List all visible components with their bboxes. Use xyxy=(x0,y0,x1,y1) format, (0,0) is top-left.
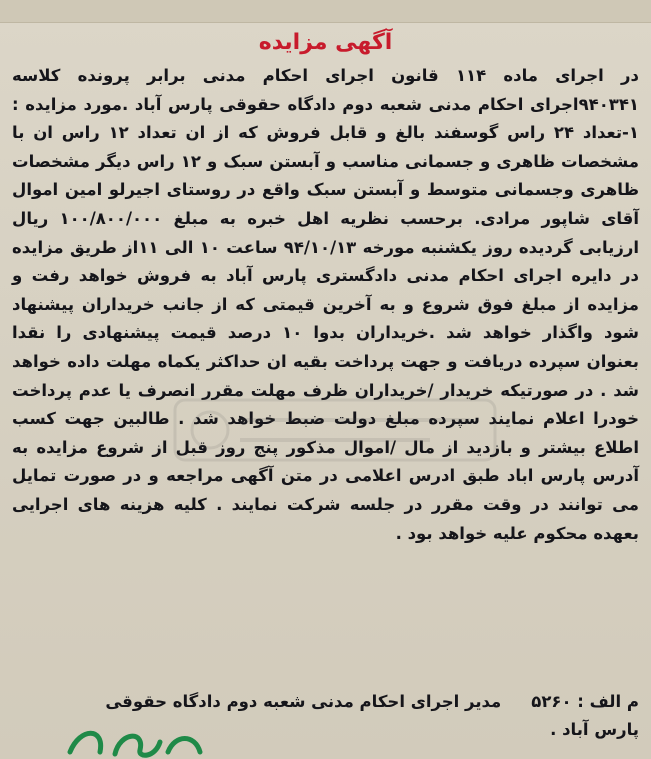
notice-body: در اجرای ماده ۱۱۴ قانون اجرای احکام مدنی برابر پرونده کلاسه ۹۴۰۳۴۱اجرای احکام مدنی شعبه دوم دادگاه حقوقی پارس آباد .مورد مزایده : ۱-تعداد ۲۴ راس گوسفند بالغ و قابل فروش که از ان تعداد ۱۲ راس ان با مشخصات ظاهری و جسمانی مناسب و آبستن سبک و ۱۲ راس دیگر مشخصات ظاهری وجسمانی متوسط و آبستن سبک واقع در روستای اجیرلو امین اموال آقای شاپور مرادی. برحسب نظریه اهل خبره به مبلغ ۱۰۰/۸۰۰/۰۰۰ ریال ارزیابی گردیده روز یکشنبه مورخه ۹۴/۱۰/۱۳ ساعت ۱۰ الی ۱۱از طریق مزایده در دایره اجرای احکام مدنی دادگستری پارس آباد به فروش خواهد رفت و مزایده از مبلغ فوق شروع و به آخرین قیمتی که از جانب خریداران پیشنهاد شود واگذار خواهد شد .خریداران بدوا ۱۰ درصد قیمت پیشنهادی را نقدا بعنوان سپرده دریافت و جهت پرداخت بقیه ان حداکثر یکماه مهلت داده خواهد شد . در صورتیکه خریدار /خریداران ظرف مهلت مقرر انصرف یا عدم پرداخت خودرا اعلام نمایند سپرده مبلغ دولت ضبط خواهد شد . طالبین جهت کسب اطلاع بیشتر و بازدید از مال /اموال مذکور پنج روز قبل از شروع مزایده به آدرس پارس اباد طبق ادرس اعلامی در متن آگهی مراجعه و در صورت تمایل می توانند در وقت مقرر در جلسه شرکت نمایند . کلیه هزینه های اجرایی بعهده محکوم علیه خواهد بود . xyxy=(12,66,639,543)
handwritten-mark-icon xyxy=(60,722,210,759)
torn-top-edge xyxy=(0,0,651,23)
signature-title: مدیر اجرای احکام مدنی شعبه دوم دادگاه حقوقی xyxy=(105,692,502,711)
signature-line-2: پارس آباد . xyxy=(550,720,639,739)
signature-line-1 xyxy=(12,688,639,716)
reference-code: م الف : ۵۲۶۰ xyxy=(531,692,639,711)
notice-title: آگهی مزایده xyxy=(258,30,393,55)
